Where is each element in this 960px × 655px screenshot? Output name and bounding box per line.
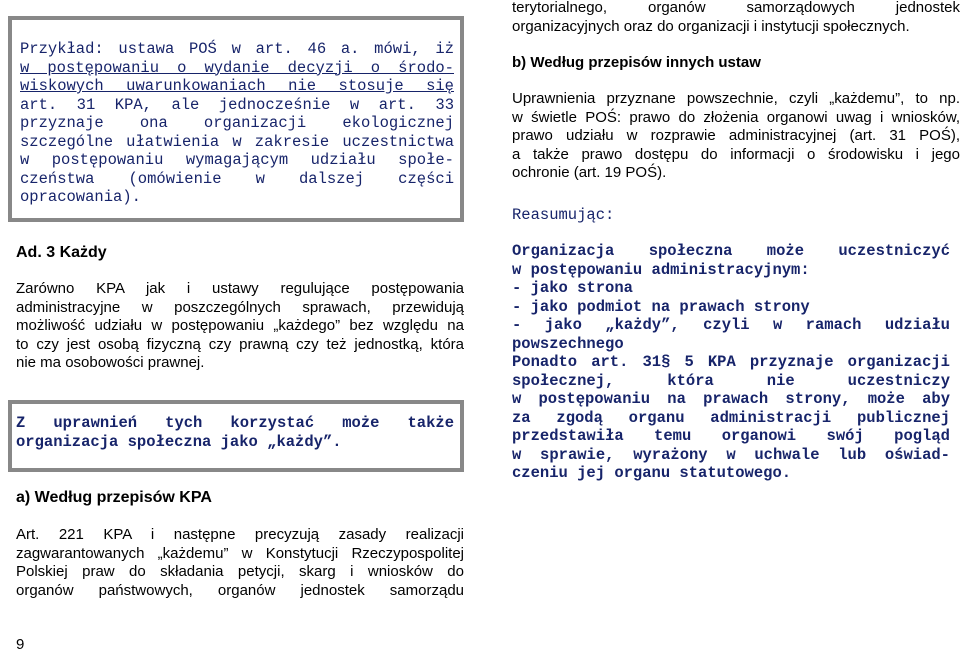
note-box-text — [16, 414, 454, 451]
section-a-heading — [16, 489, 212, 508]
section-b-heading — [512, 54, 761, 73]
section-b-heading-text: b) Według przepisów innych ustaw — [512, 54, 761, 71]
ad3-line: nie ma osobowości prawnej. — [16, 354, 205, 371]
summary-line: w sprawie, wyrażony w uchwale lub oświad- — [512, 445, 950, 464]
ad3-line: Zarówno KPA jak i ustawy regulujące postępowania — [16, 280, 464, 297]
ad3-heading-text: Ad. 3 Każdy — [16, 244, 107, 261]
section-a-line: organów państwowych, organów jednostek samorządu — [16, 581, 464, 599]
summary-line: czeniu jej organu statutowego. — [512, 464, 792, 482]
summary-line: w postępowaniu na prawach strony, może aby — [512, 390, 950, 408]
section-a-paragraph — [16, 526, 464, 600]
example-line: czeństwa (omówienie w dalszej części — [20, 169, 454, 188]
example-line: Przykład: ustawa POŚ w art. 46 a. mówi, iż — [20, 40, 454, 58]
summary-line: - jako strona — [512, 279, 633, 297]
example-box-text — [20, 40, 454, 207]
example-line: w postępowaniu o wydanie decyzji o środo- — [20, 58, 454, 77]
example-line: w postępowaniu wymagającym udziału społe- — [20, 151, 454, 169]
example-line: art. 31 KPA, ale jednocześnie w art. 33 — [20, 95, 454, 114]
continued-line: organizacyjnych oraz do organizacji i instytucji społecznych. — [512, 17, 910, 35]
continued-paragraph — [512, 0, 960, 36]
example-line: przyznaje ona organizacji ekologicznej — [20, 114, 454, 132]
section-b-line: Uprawnienia przyznane powszechnie, czyli „każdemu”, to np. — [512, 90, 960, 107]
summary-line: - jako „każdy”, czyli w ramach udziału — [512, 316, 950, 334]
ad3-line: administracyjne w poszczególnych sprawach, przewidują — [16, 298, 464, 316]
section-a-line: Polskiej praw do składania petycji, skarg i wniosków do — [16, 563, 464, 580]
section-b-paragraph — [512, 90, 960, 183]
summary-line: w postępowaniu administracyjnym: — [512, 260, 810, 279]
note-line: Z uprawnień tych korzystać może także — [16, 414, 454, 432]
summary-heading-text: Reasumując: — [512, 206, 615, 224]
section-b-line: w świetle POŚ: prawo do złożenia organowi uwag i wniosków, — [512, 108, 960, 126]
ad3-heading — [16, 244, 107, 263]
ad3-paragraph — [16, 280, 464, 373]
section-b-line: ochronie (art. 19 POŚ). — [512, 164, 667, 181]
section-b-line: prawo udziału w rozprawie administracyjnej (art. 31 POŚ), — [512, 127, 960, 144]
summary-line: - jako podmiot na prawach strony — [512, 297, 810, 316]
note-line: organizacja społeczna jako „każdy”. — [16, 432, 342, 451]
summary-line: za zgodą organu administracji publicznej — [512, 408, 950, 427]
section-a-line: Art. 221 KPA i następne precyzują zasady realizacji — [16, 526, 464, 543]
section-a-line: zagwarantowanych „każdemu” w Konstytucji Rzeczypospolitej — [16, 544, 464, 562]
example-line: opracowania). — [20, 188, 141, 206]
section-a-heading-text: a) Według przepisów KPA — [16, 489, 212, 506]
summary-line: przedstawiła temu organowi swój pogląd — [512, 427, 950, 445]
summary-line: Ponadto art. 31§ 5 KPA przyznaje organizacji — [512, 353, 950, 371]
example-line: szczególne ułatwienia w zakresie uczestnictwa — [20, 132, 454, 151]
note-box — [8, 400, 464, 472]
page-number-text: 9 — [16, 636, 25, 653]
summary-line: powszechnego — [512, 334, 624, 353]
ad3-line: możliwość udziału w postępowaniu „każdego” bez względu na — [16, 317, 464, 334]
summary-heading — [512, 206, 614, 225]
summary-line: społecznej, która nie uczestniczy — [512, 371, 950, 390]
continued-line: terytorialnego, organów samorządowych jednostek — [512, 0, 960, 16]
section-b-line: a także prawo dostępu do informacji o środowisku i jego — [512, 145, 960, 163]
example-line: wiskowych uwarunkowaniach nie stosuje się — [20, 77, 454, 95]
example-box — [8, 16, 464, 222]
summary-line: Organizacja społeczna może uczestniczyć — [512, 242, 950, 260]
ad3-line: to czy jest osobą fizyczną czy prawną czy też jednostką, która — [16, 335, 464, 353]
summary-block — [512, 242, 950, 483]
